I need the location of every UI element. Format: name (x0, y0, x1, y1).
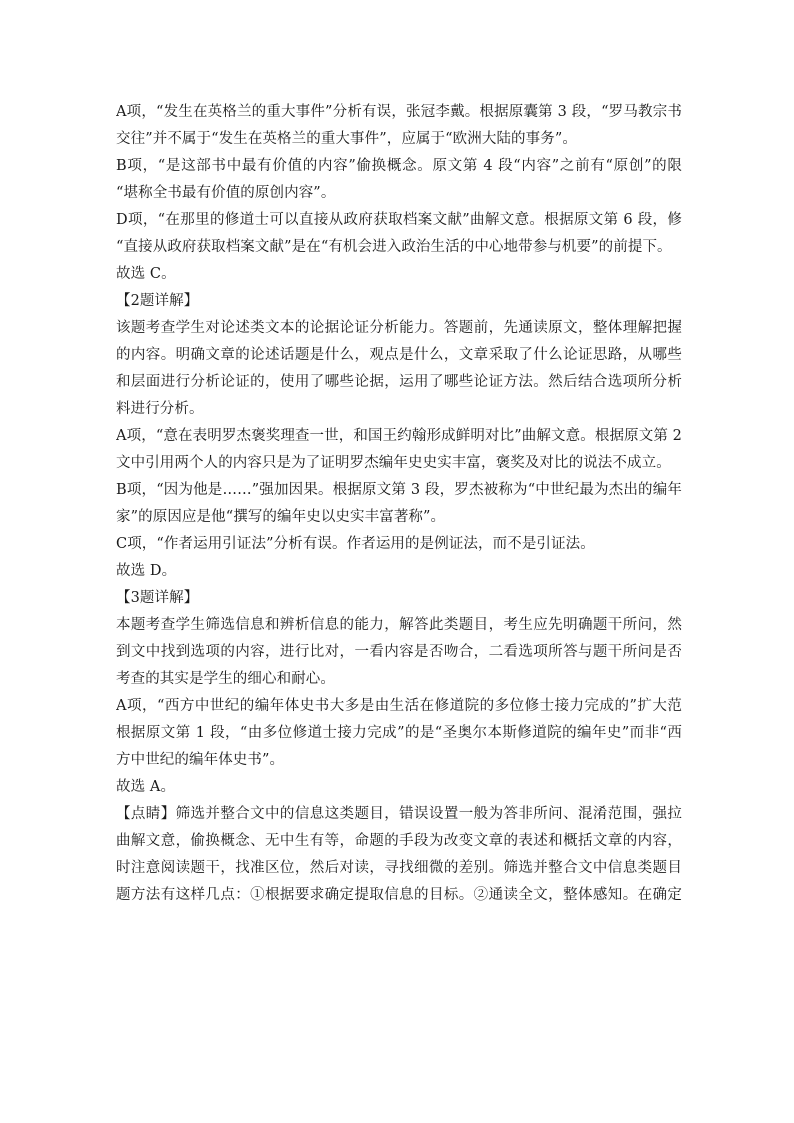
text-line: A项，“发生在英格兰的重大事件”分析有误，张冠李戴。根据原囊第 3 段，“罗马教宗书 (116, 104, 682, 120)
text-line: 故选 D。 (116, 563, 177, 579)
text-line: 交往”并不属于“发生在英格兰的重大事件”，应属于“欧洲大陆的事务”。 (116, 131, 577, 147)
text-line: 的内容。明确文章的论述话题是什么，观点是什么，文章采取了什么论证思路，从哪些 (116, 347, 682, 363)
text-line: 该题考查学生对论述类文本的论据论证分析能力。答题前，先通读原文，整体理解把握 (116, 320, 682, 336)
text-line: 【3题详解】 (116, 590, 199, 606)
text-line: 故选 C。 (116, 266, 176, 282)
text-line: B项，“是这部书中最有价值的内容”偷换概念。原文第 4 段“内容”之前有“原创”的限 (116, 158, 682, 174)
text-line: 料进行分析。 (116, 401, 204, 417)
text-line: “堪称全书最有价值的原创内容”。 (116, 185, 336, 201)
text-line: 题方法有这样几点：①根据要求确定提取信息的目标。②通读全文，整体感知。在确定 (116, 887, 682, 903)
text-line: D项，“在那里的修道士可以直接从政府获取档案文献”曲解文意。根据原文第 6 段，修 (116, 212, 682, 228)
text-line: 本题考查学生筛选信息和辨析信息的能力，解答此类题目，考生应先明确题干所问，然 (116, 617, 682, 633)
text-line: 方中世纪的编年体史书”。 (116, 752, 285, 768)
text-line: A项，“意在表明罗杰褒奖理查一世，和国王约翰形成鲜明对比”曲解文意。根据原文第 2 (116, 428, 682, 444)
text-line: 【点睛】筛选并整合文中的信息这类题目，错误设置一般为答非所问、混淆范围，强拉 (116, 806, 682, 822)
text-line: “直接从政府获取档案文献”是在“有机会进入政治生活的中心地带参与机要”的前提下。 (116, 239, 672, 255)
text-line: 时注意阅读题干，找准区位，然后对读，寻找细微的差别。筛选并整合文中信息类题目 (116, 860, 682, 876)
text-line: 考查的其实是学生的细心和耐心。 (116, 671, 335, 687)
text-line: 根据原文第 1 段，“由多位修道士接力完成”的是“圣奥尔本斯修道院的编年史”而非“西 (116, 725, 682, 741)
text-line: 故选 A。 (116, 779, 176, 795)
text-line: 【2题详解】 (116, 293, 199, 309)
text-line: 到文中找到选项的内容，进行比对，一看内容是否吻合，二看选项所答与题干所问是否 (116, 644, 682, 660)
text-line: 和层面进行分析论证的，使用了哪些论据，运用了哪些论证方法。然后结合选项所分析 (116, 374, 682, 390)
text-line: B项，“因为他是……”强加因果。根据原文第 3 段，罗杰被称为“中世纪最为杰出的编年 (116, 482, 682, 498)
text-line: 家”的原因应是他“撰写的编年史以史实丰富著称”。 (116, 509, 446, 525)
text-line: A项，“西方中世纪的编年体史书大多是由生活在修道院的多位修士接力完成的”扩大范 (116, 698, 682, 714)
document-body (116, 99, 682, 909)
text-line: 曲解文意，偷换概念、无中生有等，命题的手段为改变文章的表述和概括文章的内容， (116, 833, 682, 849)
text-line: 文中引用两个人的内容只是为了证明罗杰编年史史实丰富，褒奖及对比的说法不成立。 (116, 455, 671, 471)
text-line: C项，“作者运用引证法”分析有误。作者运用的是例证法，而不是引证法。 (116, 536, 595, 552)
